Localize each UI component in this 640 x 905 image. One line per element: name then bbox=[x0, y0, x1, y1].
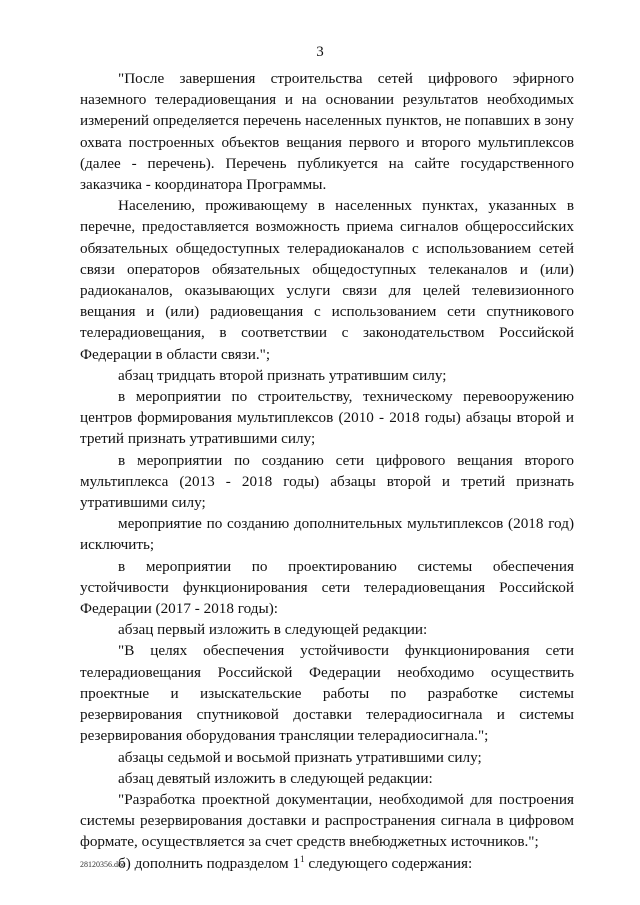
paragraph: абзац тридцать второй признать утратившим силу; bbox=[118, 366, 447, 384]
paragraph-text: следующего содержания: bbox=[304, 854, 473, 872]
paragraph: абзац девятый изложить в следующей редакции: bbox=[118, 769, 433, 787]
paragraph: "В целях обеспечения устойчивости функционирования сети телерадиовещания Российской Федерации необходимо осуществить проектные и изыскательские работы по разработке системы резервирования спутниковой доставки телерадиосигнала и системы резервирования оборудования трансляции телерадиосигнала."; bbox=[80, 642, 574, 745]
paragraph: "После завершения строительства сетей цифрового эфирного наземного телерадиовещания и на основании результатов необходимых измерений определяется перечень населенных пунктов, не попавших в зону охвата построенных объектов вещания первого и второго мультиплексов (далее - перечень). Перечень публикуется на сайте государственного заказчика - координатора Программы. bbox=[80, 70, 574, 194]
paragraph: абзацы седьмой и восьмой признать утратившими силу; bbox=[118, 748, 482, 766]
paragraph-text: б) дополнить подразделом 1 bbox=[118, 854, 301, 872]
paragraph: абзац первый изложить в следующей редакции: bbox=[118, 621, 428, 639]
paragraph: в мероприятии по строительству, техническому перевооружению центров формирования мультиплексов (2010 - 2018 годы) абзацы второй и третий признать утратившими силу; bbox=[80, 388, 574, 448]
superscript: 1 bbox=[300, 853, 305, 864]
paragraph: "Разработка проектной документации, необходимой для построения системы резервирования доставки и распространения сигнала в цифровом формате, осуществляется за счет средств внебюджетных источников."; bbox=[80, 790, 574, 851]
page-number: 3 bbox=[316, 44, 324, 60]
paragraph bbox=[80, 853, 574, 874]
paragraph: мероприятие по созданию дополнительных мультиплексов (2018 год) исключить; bbox=[80, 515, 574, 554]
document-body bbox=[80, 68, 574, 874]
paragraph: в мероприятии по созданию сети цифрового вещания второго мультиплекса (2013 - 2018 годы) абзацы второй и третий признать утратившими силу; bbox=[80, 451, 574, 512]
footer-filename: 28120356.doc bbox=[80, 860, 126, 869]
paragraph: в мероприятии по проектированию системы обеспечения устойчивости функционирования сети телерадиовещания Российской Федерации (2017 - 2018 годы): bbox=[80, 557, 574, 618]
paragraph: Населению, проживающему в населенных пунктах, указанных в перечне, предоставляется возможность приема сигналов общероссийских обязательных общедоступных телерадиоканалов с использованием сетей связи операторов обязательных общедоступных телеканалов и (или) радиоканалов, оказывающих услуги связи для целей телевизионного вещания и (или) радиовещания с использованием сети спутникового телерадиовещания, в соответствии с законодательством Российской Федерации в области связи."; bbox=[80, 197, 574, 363]
